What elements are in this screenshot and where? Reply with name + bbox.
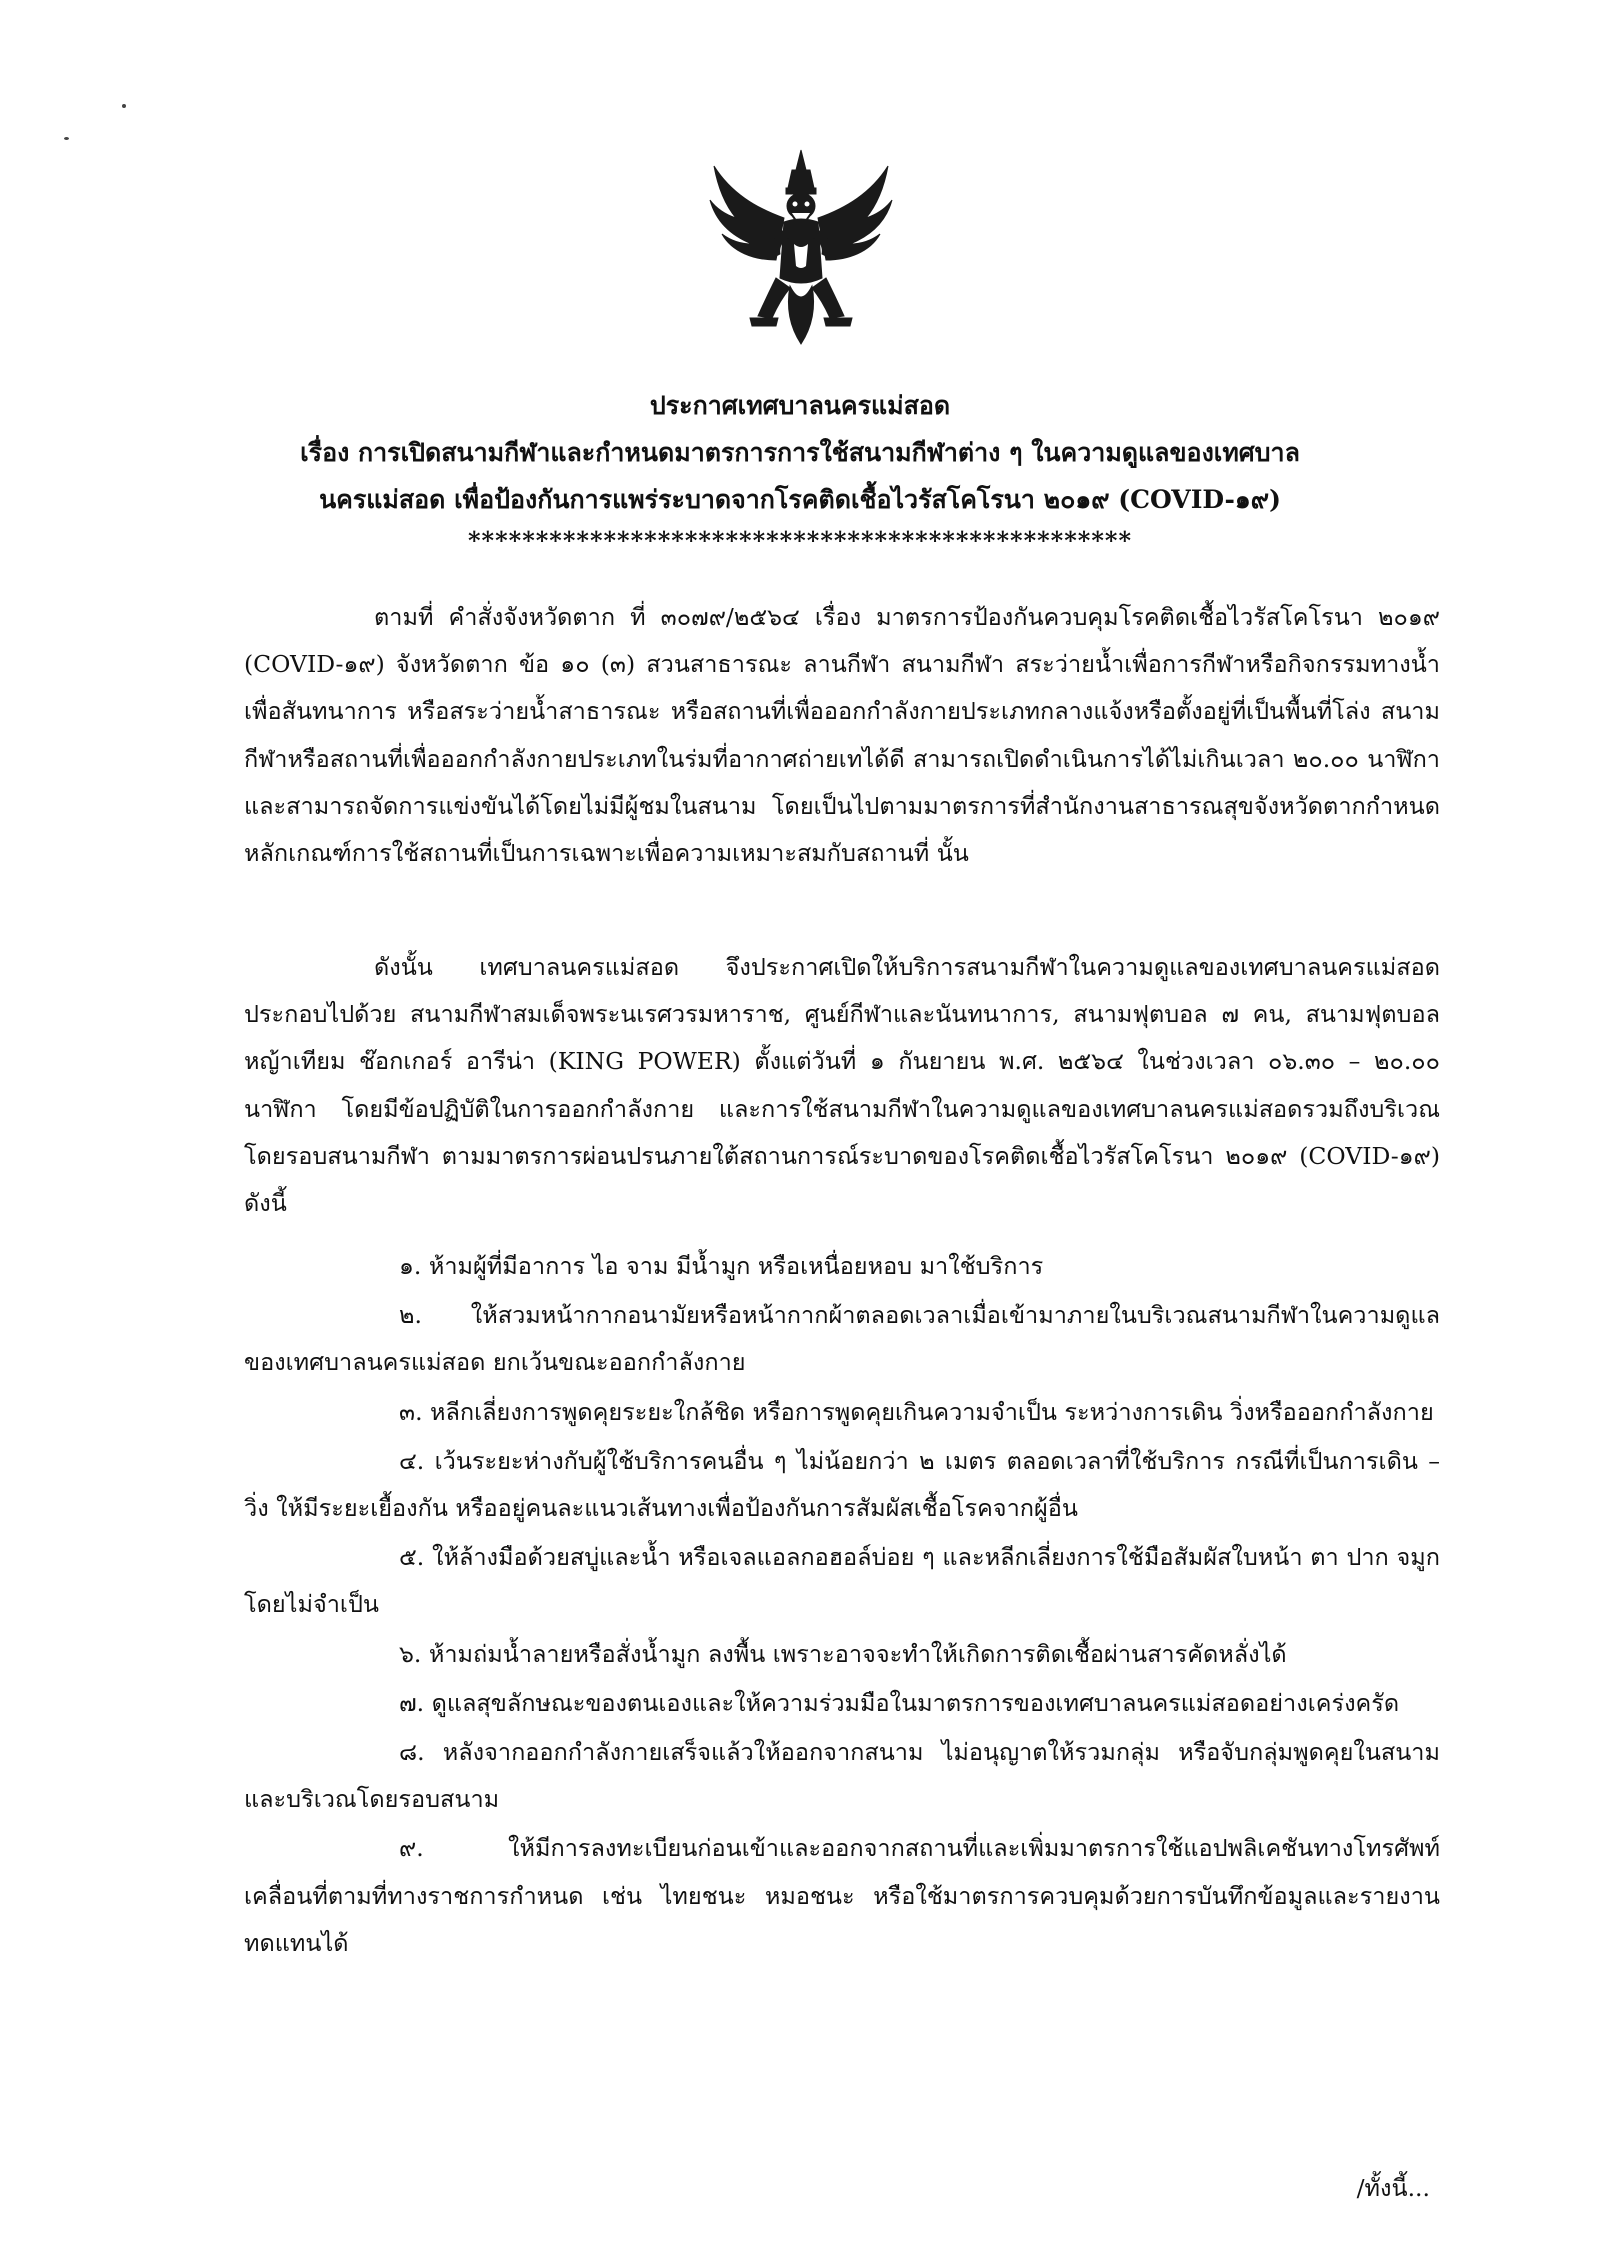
list-item: ๑. ห้ามผู้ที่มีอาการ ไอ จาม มีน้ำมูก หรือเหนื่อยหอบ มาใช้บริการ	[399, 1252, 1044, 1280]
list-item: ๔. เว้นระยะห่างกับผู้ใช้บริการคนอื่น ๆ ไม่น้อยกว่า ๒ เมตร ตลอดเวลาที่ใช้บริการ กรณีที่เป็นการเดิน – วิ่ง ให้มีระยะเยื้องกัน หรืออยู่คนละแนวเส้นทางเพื่อป้องกันการสัมผัสเชื้อโรคจากผู้อื่น	[244, 1446, 1440, 1523]
divider-stars: *************************************************	[468, 526, 1132, 555]
measures-list	[244, 1243, 1440, 1967]
list-item: ๗. ดูแลสุขลักษณะของตนเองและให้ความร่วมมือในมาตรการของเทศบาลนครแม่สอดอย่างเคร่งครัด	[399, 1688, 1400, 1717]
list-item: ๒. ให้สวมหน้ากากอนามัยหรือหน้ากากผ้าตลอดเวลาเมื่อเข้ามาภายในบริเวณสนามกีฬาในความดูแลของเทศบาลนครแม่สอด ยกเว้นขณะออกกำลังกาย	[244, 1301, 1440, 1377]
list-item: ๖. ห้ามถ่มน้ำลายหรือสั่งน้ำมูก ลงพื้น เพราะอาจจะทำให้เกิดการติดเชื้อผ่านสารคัดหลั่งได้	[399, 1639, 1287, 1668]
subject-line-1: เรื่อง การเปิดสนามกีฬาและกำหนดมาตรการการใช้สนามกีฬาต่าง ๆ ในความดูแลของเทศบาล	[300, 438, 1300, 467]
list-item: ๙. ให้มีการลงทะเบียนก่อนเข้าและออกจากสถานที่และเพิ่มมาตรการใช้แอปพลิเคชันทางโทรศัพท์เคลื่อนที่ตามที่ทางราชการกำหนด เช่น ไทยชนะ หมอชนะ หรือใช้มาตรการควบคุมด้วยการบันทึกข้อมูลและรายงานทดแทนได้	[244, 1834, 1440, 1957]
garuda-emblem-icon	[706, 148, 896, 358]
scan-speck	[122, 104, 126, 108]
list-item: ๕. ให้ล้างมือด้วยสบู่และน้ำ หรือเจลแอลกอฮอล์บ่อย ๆ และหลีกเลี่ยงการใช้มือสัมผัสใบหน้า ตา ปาก จมูก โดยไม่จำเป็น	[244, 1543, 1440, 1619]
continuation-marker: /ทั้งนี้...	[1356, 2174, 1430, 2202]
subject-line-2: นครแม่สอด เพื่อป้องกันการแพร่ระบาดจากโรคติดเชื้อไวรัสโคโรนา ๒๐๑๙ (COVID-๑๙)	[319, 485, 1281, 514]
announcement-title: ประกาศเทศบาลนครแม่สอด	[649, 391, 951, 420]
paragraph-reference: ตามที่ คำสั่งจังหวัดตาก ที่ ๓๐๗๙/๒๕๖๔ เรื่อง มาตรการป้องกันควบคุมโรคติดเชื้อไวรัสโคโรนา ๒๐๑๙ (COVID-๑๙) จังหวัดตาก ข้อ ๑๐ (๓) สวนสาธารณะ ลานกีฬา สนามกีฬา สระว่ายน้ำเพื่อการกีฬาหรือกิจกรรมทางน้ำเพื่อสันทนาการ หรือสระว่ายน้ำสาธารณะ หรือสถานที่เพื่อออกกำลังกายประเภทกลางแจ้งหรือตั้งอยู่ที่เป็นพื้นที่โล่ง สนามกีฬาหรือสถานที่เพื่อออกกำลังกายประเภทในร่มที่อากาศถ่ายเทได้ดี สามารถเปิดดำเนินการได้ไม่เกินเวลา ๒๐.๐๐ นาฬิกา และสามารถจัดการแข่งขันได้โดยไม่มีผู้ชมในสนาม โดยเป็นไปตามมาตรการที่สำนักงานสาธารณสุขจังหวัดตากกำหนดหลักเกณฑ์การใช้สถานที่เป็นการเฉพาะเพื่อความเหมาะสมกับสถานที่ นั้น	[244, 603, 1440, 868]
list-item: ๓. หลีกเลี่ยงการพูดคุยระยะใกล้ชิด หรือการพูดคุยเกินความจำเป็น ระหว่างการเดิน วิ่งหรือออกกำลังกาย	[399, 1397, 1434, 1426]
list-item: ๘. หลังจากออกกำลังกายเสร็จแล้วให้ออกจากสนาม ไม่อนุญาตให้รวมกลุ่ม หรือจับกลุ่มพูดคุยในสนามและบริเวณโดยรอบสนาม	[244, 1738, 1440, 1814]
scan-speck	[64, 137, 69, 140]
paragraph-announcement: ดังนั้น เทศบาลนครแม่สอด จึงประกาศเปิดให้บริการสนามกีฬาในความดูแลของเทศบาลนครแม่สอด ประกอบไปด้วย สนามกีฬาสมเด็จพระนเรศวรมหาราช, ศูนย์กีฬาและนันทนาการ, สนามฟุตบอล ๗ คน, สนามฟุตบอลหญ้าเทียม ช๊อกเกอร์ อารีน่า (KING POWER) ตั้งแต่วันที่ ๑ กันยายน พ.ศ. ๒๕๖๔ ในช่วงเวลา ๐๖.๓๐ – ๒๐.๐๐ นาฬิกา โดยมีข้อปฏิบัติในการออกกำลังกาย และการใช้สนามกีฬาในความดูแลของเทศบาลนครแม่สอดรวมถึงบริเวณโดยรอบสนามกีฬา ตามมาตรการผ่อนปรนภายใต้สถานการณ์ระบาดของโรคติดเชื้อไวรัสโคโรนา ๒๐๑๙ (COVID-๑๙) ดังนี้	[244, 953, 1440, 1218]
